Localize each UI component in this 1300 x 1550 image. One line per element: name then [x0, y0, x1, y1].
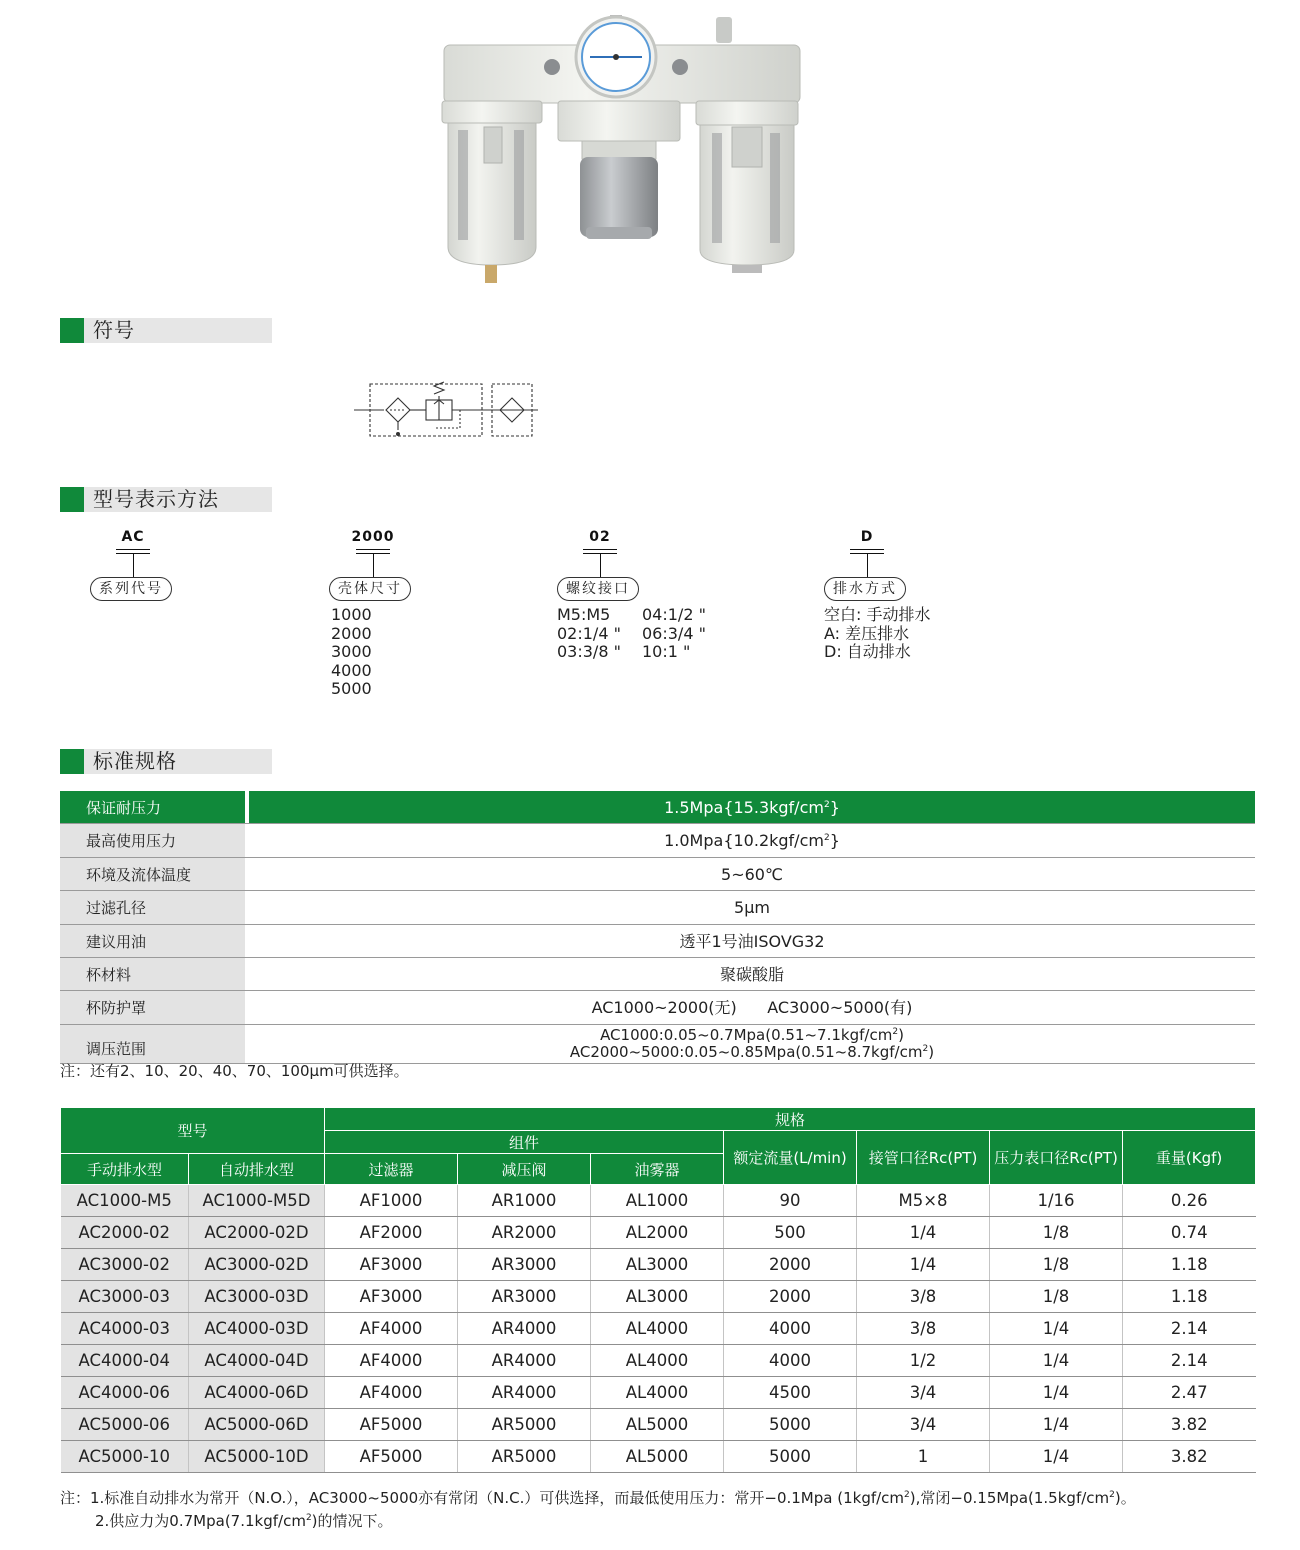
note-text: )的情况下。: [311, 1512, 393, 1530]
label-body-size: 壳体尺寸: [329, 577, 411, 601]
table-cell: AC4000-03: [61, 1313, 189, 1345]
superscript: 2: [1109, 1490, 1115, 1500]
superscript: 2: [892, 1026, 899, 1037]
table-row: [61, 1377, 1256, 1409]
code-letter: 02: [589, 529, 611, 545]
table-cell: 90: [724, 1185, 857, 1217]
drain-options: 空白: 手动排水 A: 差压排水 D: 自动排水: [824, 605, 931, 661]
label-drain-type: 排水方式: [824, 577, 906, 601]
table-cell: 1/4: [990, 1409, 1123, 1441]
table-cell: AF4000: [325, 1345, 458, 1377]
spec-row-filter-size: [60, 891, 1255, 924]
header-spec: 规格: [325, 1108, 1256, 1131]
table-row: [61, 1217, 1256, 1249]
table-cell: AL4000: [591, 1377, 724, 1409]
table-cell: AF5000: [325, 1441, 458, 1473]
spec-label: 建议用油: [60, 925, 245, 957]
table-cell: 1/4: [857, 1217, 990, 1249]
table-cell: 1/16: [990, 1185, 1123, 1217]
superscript: 2: [305, 1513, 312, 1523]
label-series-code: 系列代号: [90, 577, 172, 601]
header-lubricator: 油雾器: [591, 1154, 724, 1185]
table-row: [61, 1281, 1256, 1313]
table-cell: AC3000-03: [61, 1281, 189, 1313]
note-text: 注：1.标准自动排水为常开（N.O.），AC3000~5000亦有常闭（N.C.）可供选择，而最低使用压力：常开−0.1Mpa (1kgf/cm: [60, 1489, 905, 1507]
product-image: [440, 15, 810, 287]
header-component: 组件: [325, 1131, 724, 1154]
table-cell: 0.26: [1123, 1185, 1256, 1217]
spec-row-pressure-range: [60, 1025, 1255, 1064]
section-header-model-code: [60, 487, 272, 512]
table-cell: AR3000: [458, 1249, 591, 1281]
pressure-range-line-1: [249, 1027, 1255, 1044]
table-cell: AL4000: [591, 1313, 724, 1345]
spec-value-tail: }: [829, 798, 840, 817]
spec-row-bowl-material: [60, 958, 1255, 991]
header-gauge-port: 压力表口径Rc(PT): [990, 1131, 1123, 1185]
table-cell: AC3000-02D: [189, 1249, 325, 1281]
range-text: AC2000~5000:0.05~0.85Mpa(0.51~8.7kgf/cm: [569, 1042, 923, 1061]
spec-label: 环境及流体温度: [60, 858, 245, 890]
spec-label: 杯防护罩: [60, 991, 245, 1023]
table-cell: 4000: [724, 1345, 857, 1377]
table-cell: AL1000: [591, 1185, 724, 1217]
table-cell: 3/8: [857, 1281, 990, 1313]
table-cell: AF1000: [325, 1185, 458, 1217]
spec-row-oil: [60, 925, 1255, 958]
table-row: [61, 1409, 1256, 1441]
range-tail: ): [898, 1025, 904, 1044]
range-text: AC1000:0.05~0.7Mpa(0.51~7.1kgf/cm: [600, 1025, 893, 1044]
spec-value: 5~60℃: [721, 864, 783, 884]
table-cell: 3/8: [857, 1313, 990, 1345]
table-cell: AF4000: [325, 1377, 458, 1409]
table-cell: 1/4: [990, 1441, 1123, 1473]
superscript: 2: [823, 833, 830, 844]
section-marker: [60, 749, 84, 774]
spec-value: 透平1号油ISOVG32: [679, 931, 825, 951]
header-auto-drain: 自动排水型: [189, 1154, 325, 1185]
table-cell: AR1000: [458, 1185, 591, 1217]
table-cell: 1.18: [1123, 1249, 1256, 1281]
section-title: 标准规格: [93, 749, 177, 773]
model-code-series: [103, 529, 163, 545]
table-cell: 1/8: [990, 1249, 1123, 1281]
table-cell: AR3000: [458, 1281, 591, 1313]
table-cell: 2.14: [1123, 1345, 1256, 1377]
table-row: [61, 1249, 1256, 1281]
model-code-port: [570, 529, 630, 545]
section-title: 型号表示方法: [93, 487, 219, 511]
header-weight: 重量(Kgf): [1123, 1131, 1256, 1185]
section-marker: [60, 318, 84, 343]
header-model: 型号: [61, 1108, 325, 1154]
table-cell: 500: [724, 1217, 857, 1249]
label-thread-port: 螺纹接口: [557, 577, 639, 601]
table-cell: 5000: [724, 1441, 857, 1473]
table-cell: 1/4: [990, 1377, 1123, 1409]
table-cell: AC5000-06D: [189, 1409, 325, 1441]
table-cell: AF5000: [325, 1409, 458, 1441]
superscript: 2: [823, 800, 830, 810]
table-cell: AC2000-02D: [189, 1217, 325, 1249]
table-cell: AL3000: [591, 1249, 724, 1281]
table-row: [61, 1345, 1256, 1377]
spec-value-text: 1.5Mpa{15.3kgf/cm: [664, 798, 824, 817]
spec-value: AC1000~2000(无) AC3000~5000(有): [591, 998, 913, 1018]
table-cell: 1/2: [857, 1345, 990, 1377]
port-options-b: 04:1/2 " 06:3/4 " 10:1 ": [642, 605, 706, 661]
table-cell: AL4000: [591, 1345, 724, 1377]
spec-value: [249, 1025, 1255, 1065]
table-cell: 2000: [724, 1281, 857, 1313]
table-cell: AC5000-10D: [189, 1441, 325, 1473]
table-cell: AL3000: [591, 1281, 724, 1313]
table-cell: AC3000-02: [61, 1249, 189, 1281]
table-cell: 1: [857, 1441, 990, 1473]
table-cell: AC4000-03D: [189, 1313, 325, 1345]
spec-value: 5μm: [734, 898, 770, 918]
header-manual-drain: 手动排水型: [61, 1154, 189, 1185]
table-cell: 1/8: [990, 1217, 1123, 1249]
table-cell: 0.74: [1123, 1217, 1256, 1249]
table-cell: AC4000-06D: [189, 1377, 325, 1409]
table-cell: 5000: [724, 1409, 857, 1441]
table-cell: AR5000: [458, 1409, 591, 1441]
spec-row-temperature: [60, 858, 1255, 891]
table-cell: AC2000-02: [61, 1217, 189, 1249]
table-cell: 2000: [724, 1249, 857, 1281]
table-cell: AC5000-06: [61, 1409, 189, 1441]
table-cell: AF3000: [325, 1281, 458, 1313]
table-cell: AC3000-03D: [189, 1281, 325, 1313]
table-cell: 3.82: [1123, 1409, 1256, 1441]
note-text: )。: [1114, 1489, 1136, 1507]
table-cell: 3.82: [1123, 1441, 1256, 1473]
spec-row-proof-pressure: [60, 791, 1255, 824]
spec-label: 过滤孔径: [60, 891, 245, 923]
header-flow: 额定流量(L/min): [724, 1131, 857, 1185]
port-options-a: M5:M5 02:1/4 " 03:3/8 ": [557, 605, 621, 661]
table-cell: AC4000-06: [61, 1377, 189, 1409]
table-cell: AR5000: [458, 1441, 591, 1473]
table-cell: AL2000: [591, 1217, 724, 1249]
table-cell: AC4000-04D: [189, 1345, 325, 1377]
header-filter: 过滤器: [325, 1154, 458, 1185]
spec-label: 调压范围: [60, 1025, 245, 1063]
bottom-note-1: [60, 1487, 1136, 1509]
section-marker: [60, 487, 84, 512]
table-cell: AR4000: [458, 1345, 591, 1377]
model-table-body: [61, 1185, 1256, 1473]
table-cell: AL5000: [591, 1409, 724, 1441]
spec-row-max-pressure: [60, 824, 1255, 857]
spec-value-text: 1.0Mpa{10.2kgf/cm: [664, 831, 824, 851]
note-text: 2.供应力为0.7Mpa(7.1kgf/cm: [95, 1512, 306, 1530]
table-cell: AF2000: [325, 1217, 458, 1249]
code-letter: 2000: [351, 529, 395, 545]
code-connector: [133, 554, 134, 578]
code-letter: D: [860, 529, 874, 545]
table-cell: AC1000-M5D: [189, 1185, 325, 1217]
table-cell: AC4000-04: [61, 1345, 189, 1377]
table-cell: 1/4: [990, 1345, 1123, 1377]
table-cell: 1/4: [857, 1249, 990, 1281]
pressure-range-line-2: [249, 1044, 1255, 1061]
table-cell: AC5000-10: [61, 1441, 189, 1473]
table-row: [61, 1185, 1256, 1217]
table-row: [61, 1313, 1256, 1345]
note-text: ),常闭−0.15Mpa(1.5kgf/cm: [909, 1489, 1110, 1507]
code-connector: [600, 554, 601, 578]
bottom-note-2: [95, 1510, 393, 1532]
table-cell: AR2000: [458, 1217, 591, 1249]
table-cell: 4000: [724, 1313, 857, 1345]
model-code-size: [343, 529, 403, 545]
pneumatic-symbol-diagram: [354, 380, 544, 440]
table-cell: AF3000: [325, 1249, 458, 1281]
table-cell: AF4000: [325, 1313, 458, 1345]
table-cell: 4500: [724, 1377, 857, 1409]
size-options: 1000 2000 3000 4000 5000: [331, 605, 372, 698]
table-cell: 2.47: [1123, 1377, 1256, 1409]
header-port: 接管口径Rc(PT): [857, 1131, 990, 1185]
superscript: 2: [904, 1490, 910, 1500]
spec-label: 保证耐压力: [60, 791, 245, 823]
header-regulator: 减压阀: [458, 1154, 591, 1185]
table-cell: M5×8: [857, 1185, 990, 1217]
spec-value: [249, 824, 1255, 856]
code-connector: [373, 554, 374, 578]
spec-note: 注：还有2、10、20、40、70、100μm可供选择。: [60, 1062, 409, 1080]
model-code-drain: [837, 529, 897, 545]
spec-value: [249, 791, 1255, 823]
table-cell: 3/4: [857, 1377, 990, 1409]
code-connector: [867, 554, 868, 578]
section-header-standard-spec: [60, 749, 272, 774]
table-cell: AR4000: [458, 1377, 591, 1409]
superscript: 2: [922, 1043, 929, 1054]
spec-label: 最高使用压力: [60, 824, 245, 856]
table-cell: 1/8: [990, 1281, 1123, 1313]
table-row: [61, 1441, 1256, 1473]
spec-value: 聚碳酸脂: [719, 964, 784, 984]
table-cell: AC1000-M5: [61, 1185, 189, 1217]
range-tail: ): [928, 1042, 935, 1061]
spec-row-bowl-guard: [60, 991, 1255, 1024]
table-cell: AR4000: [458, 1313, 591, 1345]
code-letter: AC: [121, 529, 145, 545]
table-cell: 1/4: [990, 1313, 1123, 1345]
section-header-symbol: [60, 318, 272, 343]
table-cell: 3/4: [857, 1409, 990, 1441]
table-cell: 1.18: [1123, 1281, 1256, 1313]
table-cell: AL5000: [591, 1441, 724, 1473]
spec-value-tail: }: [829, 831, 840, 851]
model-table: [60, 1107, 1256, 1473]
section-title: 符号: [93, 318, 135, 342]
spec-label: 杯材料: [60, 958, 245, 990]
table-cell: 2.14: [1123, 1313, 1256, 1345]
spec-table: [60, 791, 1255, 1064]
